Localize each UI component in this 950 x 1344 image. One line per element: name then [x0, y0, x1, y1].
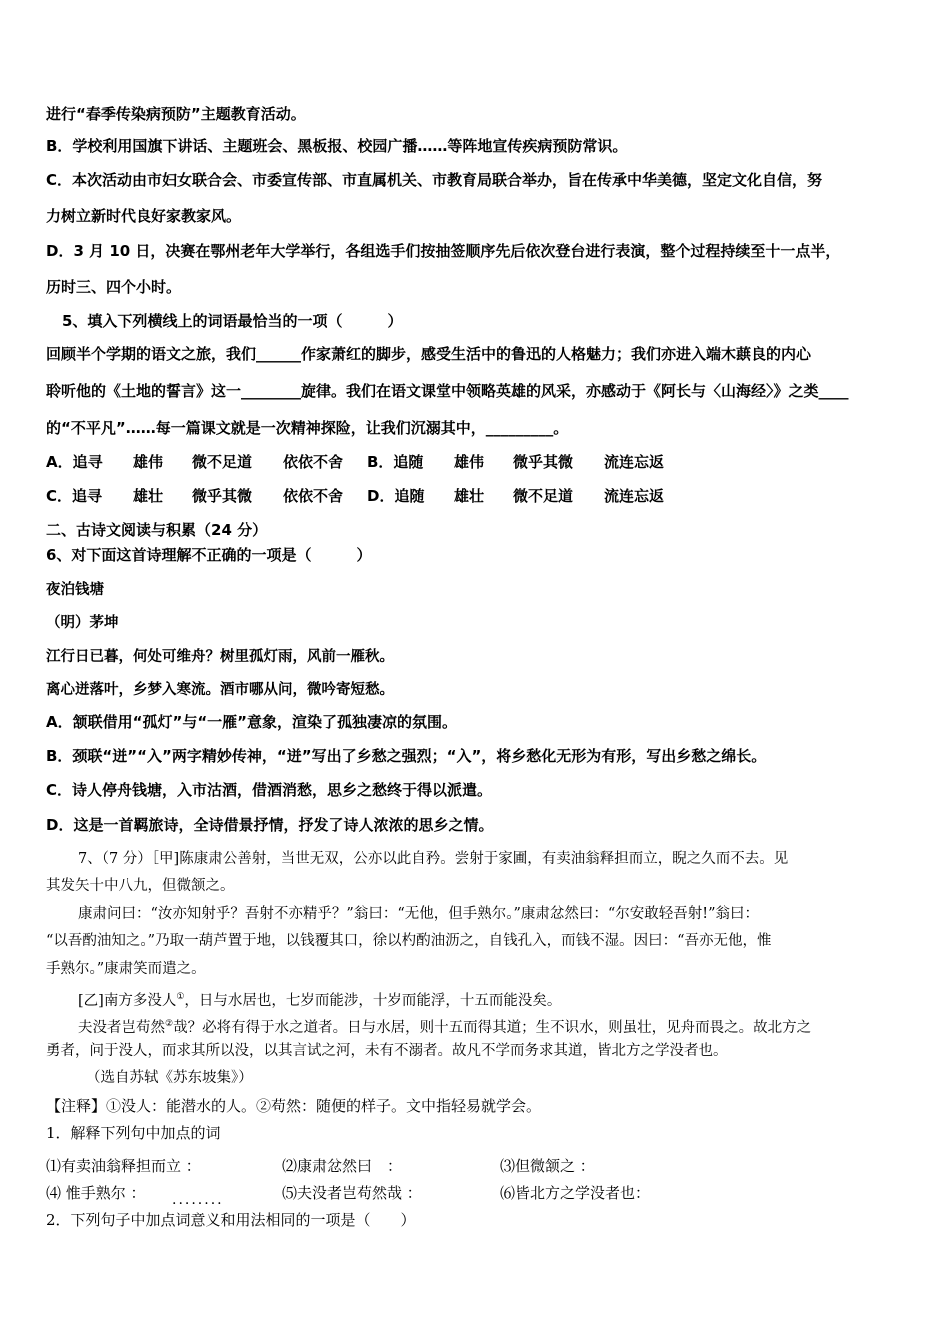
q5-option-b-word3: 微乎其微 — [513, 453, 574, 471]
footnote-marker-1: ① — [176, 992, 185, 1002]
q7-line3: 康肃问曰：“汝亦知射乎？吾射不亦精乎？”翁曰：“无他，但手熟尔。”康肃忿然曰：“尔安敢轻吾射!”翁曰： — [78, 906, 760, 922]
q5-option-b-word2: 雄伟 — [454, 453, 485, 471]
poem-line2: 离心迸落叶，乡梦入寒流。酒市哪从问，微吟寄短愁。 — [46, 682, 394, 698]
q5-option-a-word2: 雄伟 — [133, 453, 164, 471]
q4-option-d-line1: D．3 月 10 日，决赛在鄂州老年大学举行，各组选手们按抽签顺序先后依次登台进行表演，整个过程持续至十一点半， — [46, 242, 841, 260]
q6-option-b: B．颈联“迸”“入”两字精妙传神，“迸”写出了乡愁之强烈；“入”，将乡愁化无形为有形，写出乡愁之绵长。 — [46, 747, 767, 765]
q5-option-c-word3: 微乎其微 — [192, 487, 253, 505]
q7-line4: “以吾酌油知之。”乃取一葫芦置于地，以钱覆其口，徐以杓酌油沥之，自钱孔入，而钱不湿。因曰：“吾亦无他，惟 — [46, 933, 772, 949]
q7-source: （选自苏轼《苏东坡集》） — [86, 1070, 253, 1086]
section2-title: 二、古诗文阅读与积累（24 分） — [46, 521, 268, 539]
q5-option-d-word4: 流连忘返 — [604, 487, 665, 505]
word-item-4: ⑷ 惟手熟尔 ： — [46, 1184, 146, 1202]
poem-title: 夜泊钱塘 — [46, 582, 104, 598]
q7-words-row2 — [46, 1183, 650, 1203]
word-item-5: ⑸夫没者岂苟然哉 ： — [282, 1184, 422, 1202]
q7-line8: 勇者，问于没人，而求其所以没，以其言试之河，未有不溺者。故凡不学而务求其道，皆北方之学没者也。 — [46, 1043, 728, 1059]
emphasis-dots: ........ — [172, 1192, 224, 1208]
poem-author: （明）茅坤 — [46, 615, 119, 631]
q4-option-b: B．学校利用国旗下讲话、主题班会、黑板报、校园广播……等阵地宣传疾病预防常识。 — [46, 137, 628, 155]
q7-line7-a: 夫没者岂苟然 — [78, 1019, 165, 1036]
q4-line0: 进行“春季传染病预防”主题教育活动。 — [46, 105, 306, 123]
footnote-marker-2: ② — [165, 1019, 174, 1029]
q5-option-d-word2: 雄壮 — [454, 487, 485, 505]
q7-sub2: 2．下列句子中加点词意义和用法相同的一项是（ ） — [46, 1211, 416, 1229]
q7-line1: 7、（7 分）［甲]陈康肃公善射，当世无双，公亦以此自矜。尝射于家圃，有卖油翁释担而立，睨之久而不去。见 — [78, 851, 789, 867]
q7-words-row1 — [46, 1156, 595, 1176]
q5-option-a-word3: 微不足道 — [192, 453, 253, 471]
q5-passage-line2: 聆听他的《土地的誓言》这一________旋律。我们在语文课堂中领略英雄的风采，亦感动于《阿长与〈山海经〉》之类____ — [46, 382, 849, 400]
q5-stem: 5、填入下列横线上的词语最恰当的一项（ ） — [62, 312, 403, 330]
word-item-1: ⑴有卖油翁释担而立 ： — [46, 1157, 201, 1175]
word-item-2: ⑵康肃忿然曰 ： — [282, 1157, 403, 1175]
q5-option-a-word1: A．追寻 — [46, 453, 103, 471]
q7-line2: 其发矢十中八九，但微颔之。 — [46, 878, 235, 894]
q6-option-a: A．颔联借用“孤灯”与“一雁”意象，渲染了孤独凄凉的氛围。 — [46, 713, 458, 731]
q7-line7-b: 哉？必将有得于水之道者。日与水居，则十五而得其道；生不识水，则虽壮，见舟而畏之。故北方之 — [173, 1019, 812, 1036]
q6-option-d: D．这是一首羁旅诗，全诗借景抒情，抒发了诗人浓浓的思乡之情。 — [46, 816, 494, 834]
q5-option-d-word3: 微不足道 — [513, 487, 574, 505]
q5-passage-line1: 回顾半个学期的语文之旅，我们______作家萧红的脚步，感受生活中的鲁迅的人格魅力；我们亦进入端木蕻良的内心 — [46, 345, 812, 363]
q4-option-c-line1: C．本次活动由市妇女联合会、市委宣传部、市直属机关、市教育局联合举办，旨在传承中华美德，坚定文化自信，努 — [46, 171, 823, 189]
q5-option-c-word4: 依依不舍 — [283, 487, 344, 505]
q7-line5: 手熟尔。”康肃笑而遣之。 — [46, 961, 206, 977]
q6-option-c: C．诗人停舟钱塘，入市沽酒，借酒消愁，思乡之愁终于得以派遣。 — [46, 781, 493, 799]
q7-sub1: 1．解释下列句中加点的词 — [46, 1124, 221, 1142]
q5-option-b-word1: B．追随 — [367, 453, 424, 471]
q5-option-d-word1: D．追随 — [367, 487, 425, 505]
poem-line1: 江行日已暮，何处可维舟？树里孤灯雨，风前一雁秋。 — [46, 649, 394, 665]
q7-line6 — [78, 987, 561, 1011]
q5-options-row1 — [46, 452, 664, 472]
q4-option-c-line2: 力树立新时代良好家教家风。 — [46, 207, 242, 225]
word-item-6: ⑹皆北方之学没者也： — [500, 1184, 651, 1202]
q7-note: 【注释】①没人：能潜水的人。②苟然：随便的样子。文中指轻易就学会。 — [46, 1097, 542, 1115]
q5-option-c-word1: C．追寻 — [46, 487, 103, 505]
q6-stem: 6、对下面这首诗理解不正确的一项是（ ） — [46, 546, 372, 564]
q5-option-b-word4: 流连忘返 — [604, 453, 665, 471]
q7-line7 — [78, 1014, 811, 1038]
q5-option-c-word2: 雄壮 — [133, 487, 164, 505]
q7-line6-a: [乙]南方多没人 — [78, 992, 177, 1009]
q5-passage-line3: 的“不平凡”……每一篇课文就是一次精神探险，让我们沉溺其中，_________。 — [46, 419, 569, 437]
q7-line6-b: ，日与水居也，七岁而能涉，十岁而能浮，十五而能没矣。 — [184, 992, 562, 1009]
q5-option-a-word4: 依依不舍 — [283, 453, 344, 471]
q4-option-d-line2: 历时三、四个小时。 — [46, 278, 182, 296]
word-item-3: ⑶但微颔之 ： — [500, 1157, 595, 1175]
q5-options-row2 — [46, 486, 664, 506]
